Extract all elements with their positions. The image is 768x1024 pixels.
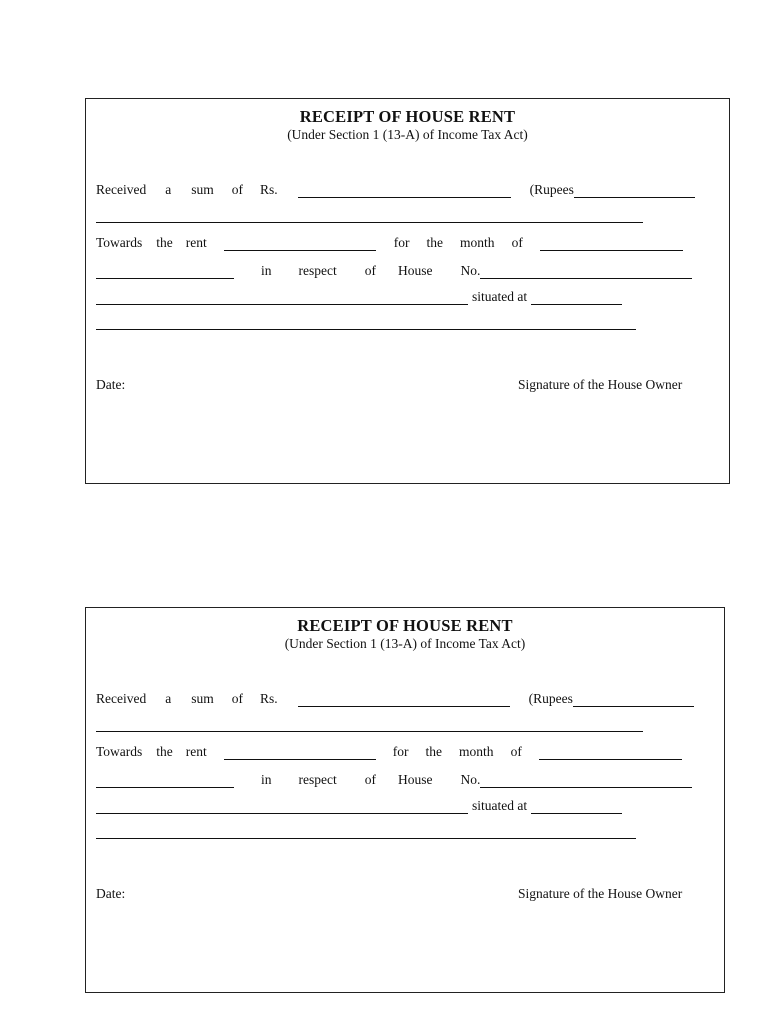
situated-row [96,287,656,305]
word-towards: Towards [96,744,143,759]
receipt-title: RECEIPT OF HOUSE RENT [299,107,516,126]
house-no-blank[interactable] [480,772,692,788]
amount-continuation-line[interactable] [96,222,643,223]
word-of-3: of [364,263,376,278]
date-label: Date: [96,377,126,392]
word-no: No. [460,263,481,278]
signature-label: Signature of the House Owner [518,377,683,392]
signature-label: Signature of the House Owner [518,886,683,901]
word-received: Received [96,691,147,706]
word-rent: rent [185,235,207,250]
word-towards: Towards [96,235,143,250]
word-a: a [165,182,172,197]
date-label: Date: [96,886,126,901]
situated-blank[interactable] [531,798,622,814]
rent-amount-blank[interactable] [224,744,376,760]
received-sum-row [96,689,716,707]
word-received: Received [96,182,147,197]
address-continuation-line[interactable] [96,329,636,330]
word-respect: respect [298,263,337,278]
word-month: month [459,744,494,759]
word-rs: Rs. [260,691,278,706]
towards-rent-row [96,233,720,251]
amount-blank[interactable] [298,691,510,707]
amount-blank[interactable] [298,182,511,198]
word-the: the [156,744,173,759]
receipt-2 [85,607,725,993]
word-the-2: the [426,235,444,250]
word-rent: rent [185,744,207,759]
word-rupees: (Rupees [529,182,574,197]
word-the: the [156,235,173,250]
receipt-subtitle: (Under Section 1 (13-A) of Income Tax Act) [284,636,526,651]
word-of: of [231,182,243,197]
month-blank[interactable] [540,235,683,251]
address-blank[interactable] [96,798,468,814]
word-rupees: (Rupees [528,691,573,706]
towards-rent-row [96,742,716,760]
word-in: in [261,263,272,278]
word-month: month [460,235,495,250]
amount-continuation-line[interactable] [96,731,643,732]
year-blank[interactable] [96,263,234,279]
word-respect: respect [298,772,337,787]
house-number-row [96,770,716,788]
rupees-words-blank[interactable] [574,182,695,198]
word-rs: Rs. [260,182,278,197]
house-number-row [96,261,720,279]
word-sum: sum [191,182,214,197]
house-no-blank[interactable] [480,263,692,279]
year-blank[interactable] [96,772,234,788]
situated-blank[interactable] [531,289,622,305]
received-sum-row [96,180,720,198]
word-the-2: the [425,744,443,759]
rupees-words-blank[interactable] [573,691,694,707]
word-a: a [165,691,172,706]
word-for: for [392,744,409,759]
word-of-2: of [510,744,522,759]
word-situated-at: situated at [472,289,528,304]
situated-row [96,796,656,814]
word-no: No. [460,772,481,787]
word-situated-at: situated at [472,798,528,813]
word-in: in [261,772,272,787]
receipt-1 [85,98,730,484]
word-of-2: of [511,235,523,250]
address-blank[interactable] [96,289,468,305]
word-house: House [398,772,433,787]
word-for: for [393,235,410,250]
word-sum: sum [191,691,214,706]
address-continuation-line[interactable] [96,838,636,839]
rent-amount-blank[interactable] [224,235,376,251]
receipt-subtitle: (Under Section 1 (13-A) of Income Tax Act) [287,127,528,142]
word-of-3: of [364,772,376,787]
month-blank[interactable] [539,744,682,760]
receipt-title: RECEIPT OF HOUSE RENT [297,616,513,635]
word-house: House [398,263,433,278]
word-of: of [231,691,243,706]
